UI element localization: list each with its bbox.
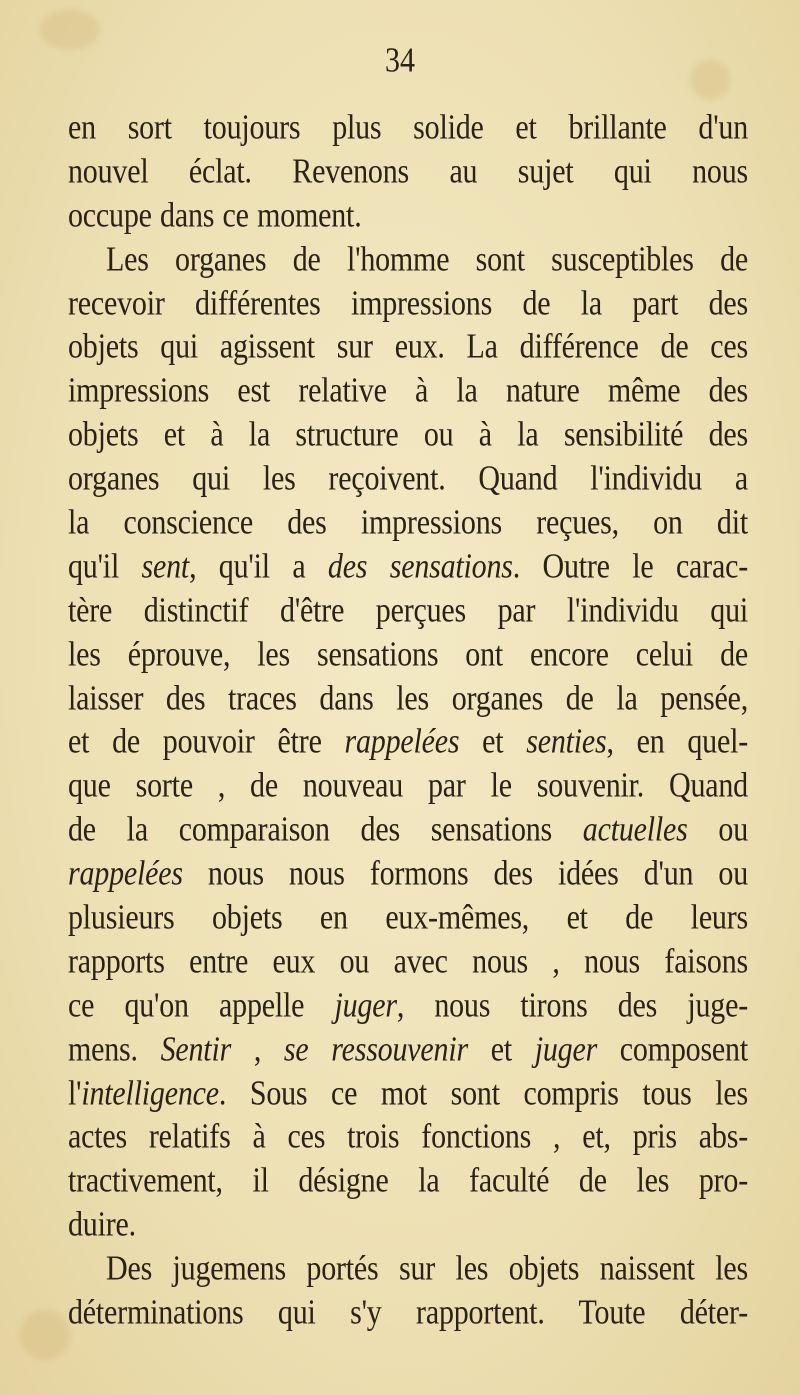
text-line: [68, 234, 748, 284]
text-line: [68, 103, 748, 153]
text-line: [68, 981, 748, 1031]
text-segment: nouvel éclat. Revenons au sujet qui nous: [68, 152, 748, 191]
text-segment: et de pouvoir être: [68, 722, 345, 761]
text-segment: nous nous formons des idées d'un ou: [182, 854, 748, 893]
italic-text: juger: [334, 986, 397, 1025]
italic-text: sent: [141, 547, 190, 586]
text-segment: , qu'il a: [189, 547, 328, 586]
text-segment: mens.: [68, 1030, 161, 1069]
text-segment: et: [467, 1030, 535, 1069]
text-line: [68, 1024, 748, 1074]
text-segment: objets qui agissent sur eux. La différence de ces: [68, 327, 748, 366]
text-segment: les éprouve, les sensations ont encore celui de: [68, 635, 748, 674]
text-segment: laisser des traces dans les organes de la pensée,: [68, 679, 748, 717]
italic-text: Sentir: [160, 1030, 232, 1069]
italic-text: rappelées: [68, 854, 183, 893]
text-segment: de la comparaison des sensations: [68, 810, 583, 849]
text-segment: et: [459, 722, 527, 761]
text-segment: actes relatifs à ces trois fonctions , et, pris abs-: [68, 1117, 748, 1156]
text-segment: plusieurs objets en eux-mêmes, et de leurs: [68, 898, 748, 937]
text-segment: duire.: [68, 1205, 136, 1244]
text-segment: tère distinctif d'être perçues par l'individu qui: [68, 591, 748, 630]
text-line: [68, 498, 748, 548]
text-segment: rapports entre eux ou avec nous , nous faisons: [68, 942, 748, 981]
text-segment: Les organes de l'homme sont susceptibles de: [106, 240, 748, 279]
text-segment: ou: [687, 810, 748, 849]
text-line: [68, 629, 748, 679]
text-segment: objets et à la structure ou à la sensibilité des: [68, 415, 748, 454]
text-segment: la conscience des impressions reçues, on dit: [68, 503, 748, 542]
text-segment: . Sous ce mot sont compris tous les: [218, 1074, 748, 1113]
text-segment: organes qui les reçoivent. Quand l'individu a: [68, 459, 748, 498]
text-line: [68, 893, 748, 943]
text-segment: qu'il: [68, 547, 142, 586]
text-segment: que sorte , de nouveau par le souvenir. Quand: [68, 766, 748, 805]
text-segment: recevoir différentes impressions de la part des: [68, 284, 748, 322]
text-segment: l': [68, 1074, 82, 1113]
text-line: [68, 190, 748, 240]
italic-text: se ressouvenir: [283, 1030, 468, 1069]
text-segment: . Outre le carac-: [512, 547, 748, 586]
text-segment: occupe dans ce moment.: [68, 196, 362, 235]
text-segment: , en quel-: [606, 722, 748, 761]
italic-text: des sensations: [327, 547, 513, 586]
text-segment: tractivement, il désigne la faculté de les pro-: [68, 1161, 748, 1200]
page-number: 34: [385, 41, 415, 80]
text-line: [68, 1288, 748, 1338]
text-segment: en sort toujours plus solide et brillante d'un: [68, 108, 748, 147]
body-text: [68, 106, 748, 1335]
italic-text: senties: [526, 722, 607, 761]
text-segment: ce qu'on appelle: [68, 986, 335, 1025]
text-line: [68, 147, 748, 197]
paper-stain: [20, 1310, 70, 1360]
text-segment: impressions est relative à la nature même des: [68, 371, 748, 410]
italic-text: juger: [534, 1030, 598, 1069]
text-segment: déterminations qui s'y rapportent. Toute déter-: [68, 1293, 748, 1332]
text-segment: ,: [231, 1030, 284, 1069]
text-segment: Des jugemens portés sur les objets naissent les: [106, 1249, 748, 1288]
italic-text: intelligence: [81, 1074, 219, 1113]
text-line: [68, 586, 748, 636]
italic-text: actuelles: [582, 810, 688, 849]
text-line: [68, 937, 748, 987]
text-segment: composent: [597, 1030, 748, 1069]
italic-text: rappelées: [344, 722, 460, 761]
text-line: [68, 542, 748, 592]
text-segment: , nous tirons des juge-: [396, 986, 748, 1025]
